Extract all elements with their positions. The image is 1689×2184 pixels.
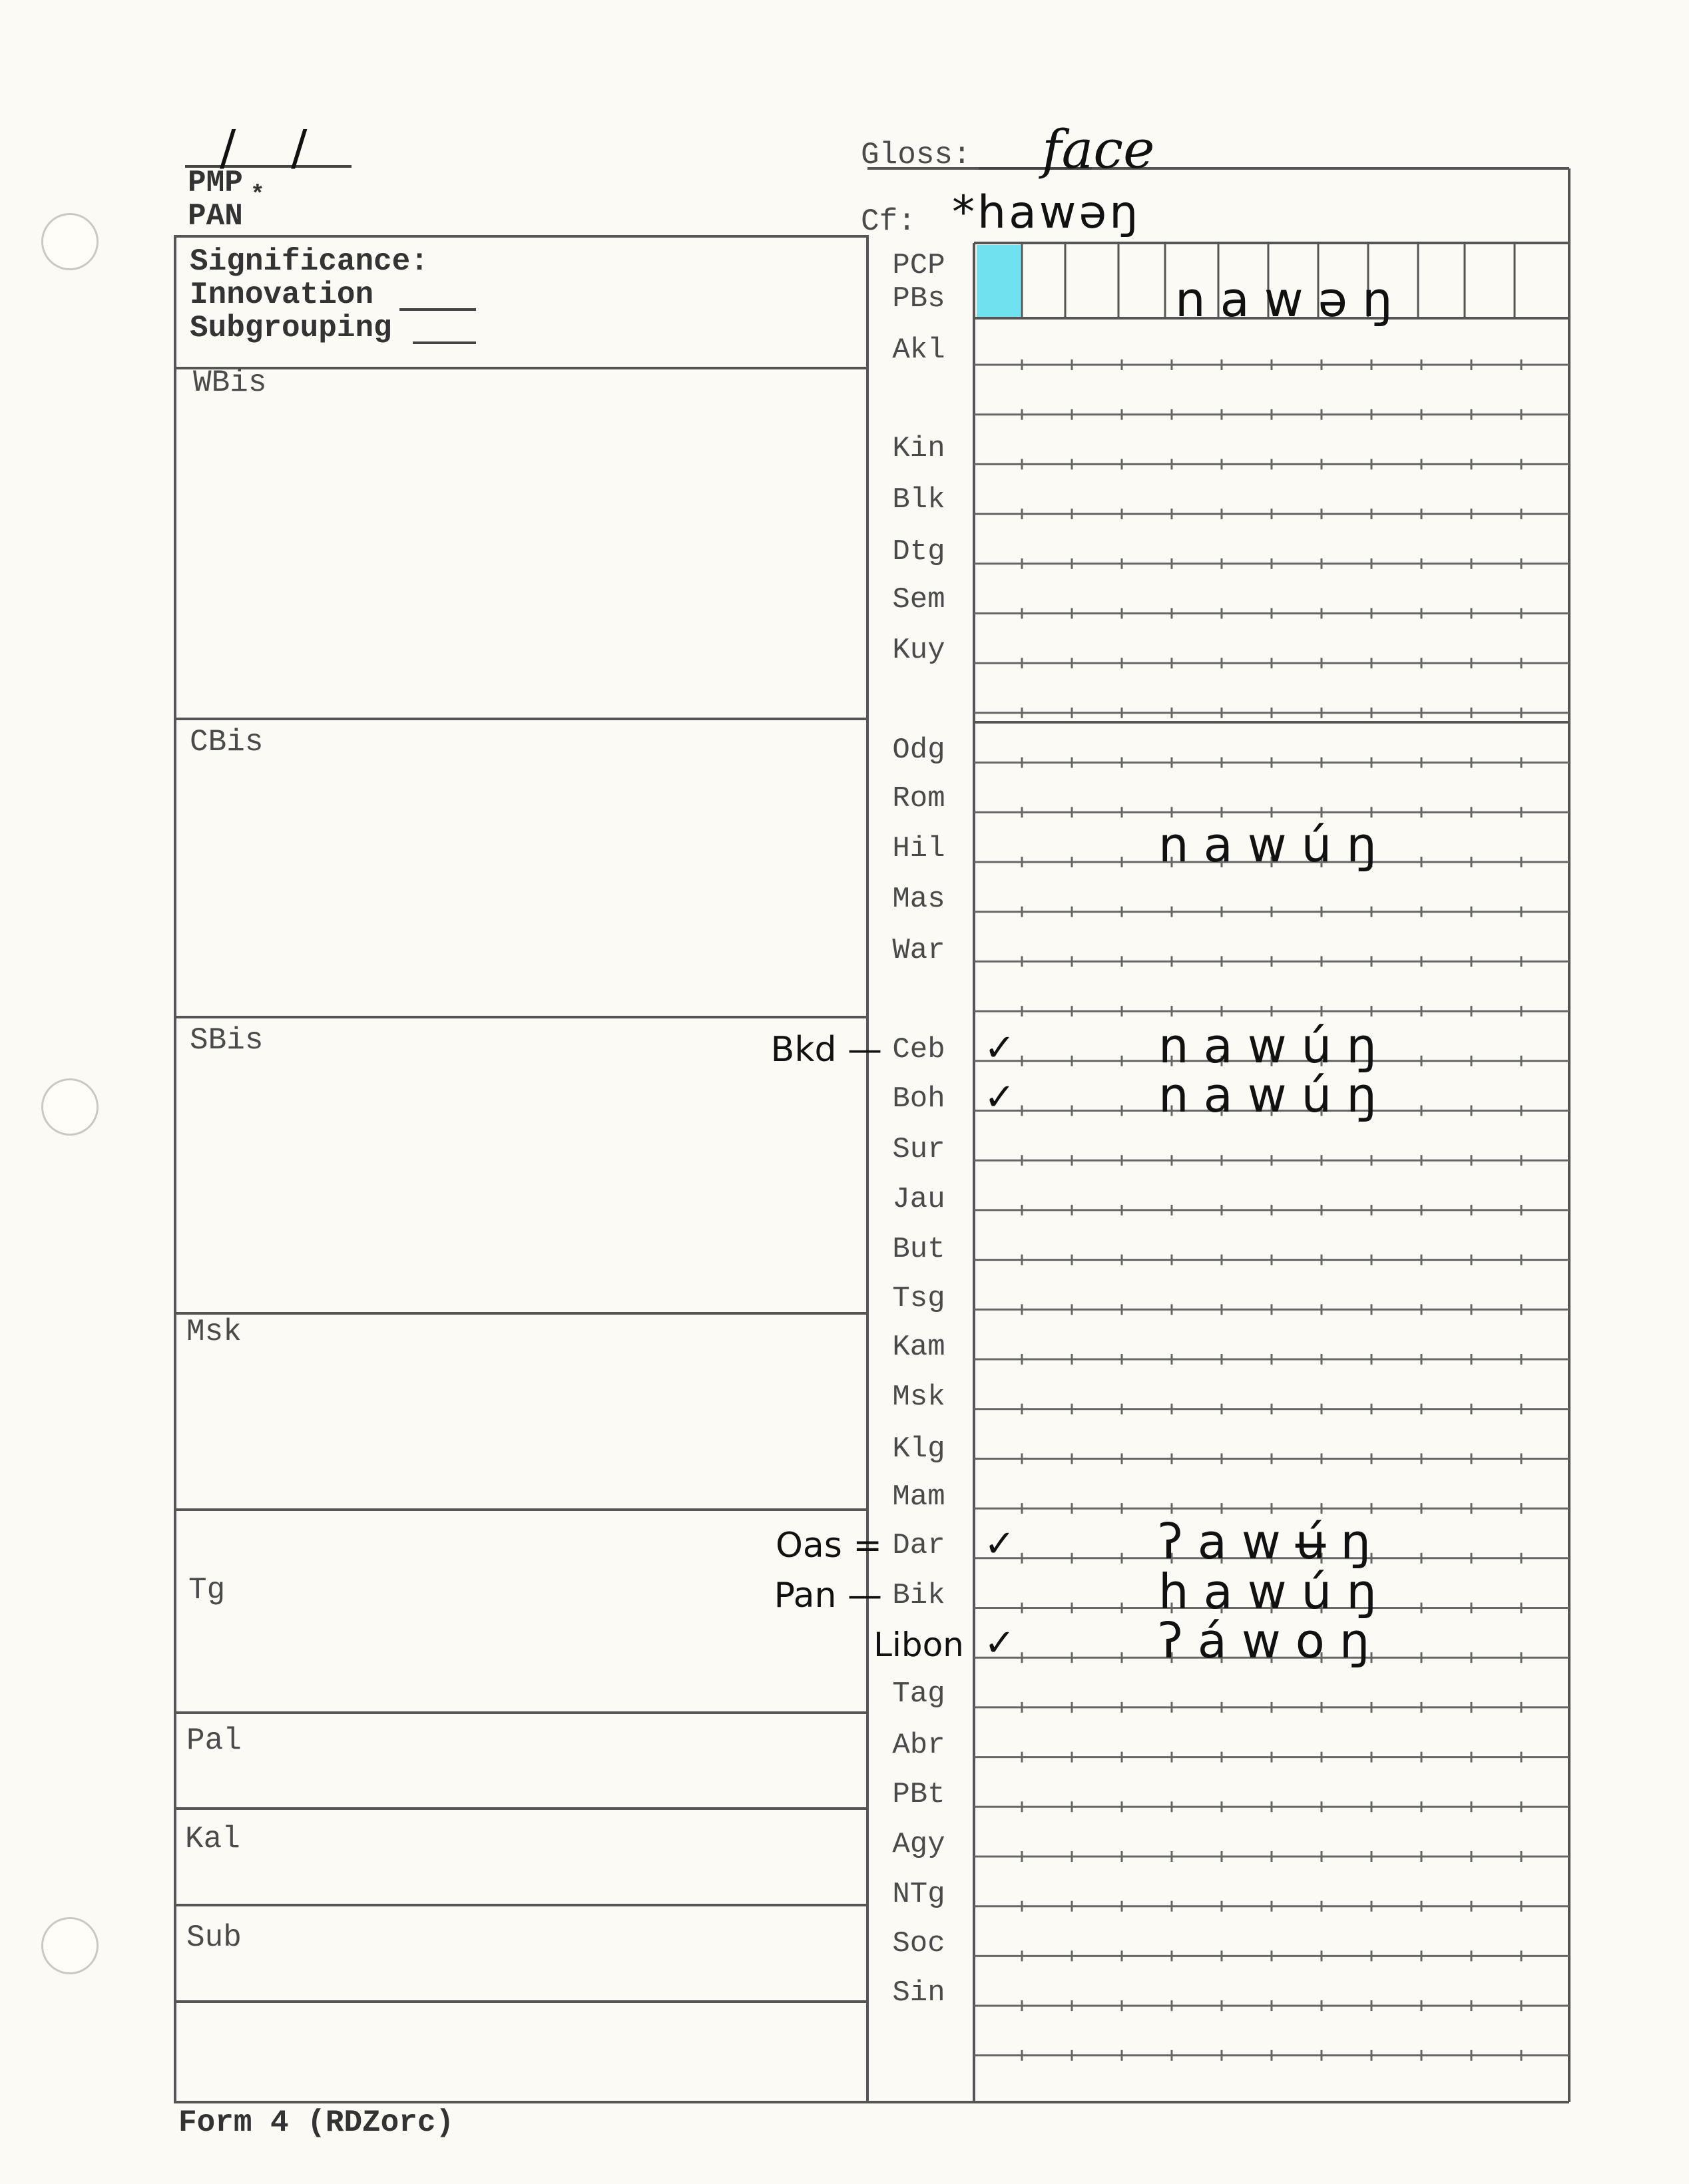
cf-label: Cf: (861, 204, 916, 239)
row-label-tag: Tag (892, 1677, 945, 1711)
pmp-asterisk: * (250, 181, 265, 208)
row-label-kin: Kin (892, 432, 945, 465)
row-label-jau: Jau (892, 1183, 945, 1216)
subgrouping-label: Subgrouping (190, 311, 392, 345)
row-check-boh: ✓ (984, 1076, 1015, 1119)
row-label-kam: Kam (892, 1331, 945, 1364)
row-label-sur: Sur (892, 1133, 945, 1166)
row-label-soc: Soc (892, 1927, 945, 1960)
row-check-dar: ✓ (984, 1522, 1015, 1566)
row-entry-hil: nawúŋ (1158, 817, 1391, 873)
row-check-libon: ✓ (984, 1622, 1015, 1665)
row-entry-libon: ʔáwoŋ (1158, 1613, 1385, 1669)
row-label-hil: Hil (892, 832, 945, 865)
row-entry-dar: ʔawʉ́ŋ (1158, 1514, 1386, 1570)
row-label-boh: Boh (892, 1082, 945, 1116)
group-sub: Sub (186, 1920, 242, 1955)
row-label-pcp: PCP (892, 249, 945, 282)
row-label-war: War (892, 934, 945, 967)
row-label-agy: Agy (892, 1828, 945, 1861)
row-label-bik: Bik (892, 1579, 945, 1612)
row-label-ntg: NTg (892, 1878, 945, 1911)
row-annotation-bik: Pan — (774, 1576, 882, 1616)
row-check-ceb: ✓ (984, 1026, 1015, 1070)
row-label-mas: Mas (892, 883, 945, 916)
cf-value: *hawəŋ (952, 186, 1141, 239)
row-label-ceb: Ceb (892, 1033, 945, 1066)
row-label-sin: Sin (892, 1976, 945, 2010)
row-entry-bik: hawúŋ (1158, 1564, 1391, 1620)
group-tg: Tg (188, 1573, 226, 1608)
row-annotation-dar: Oas = (776, 1526, 882, 1566)
row-label-msk: Msk (892, 1381, 945, 1414)
group-msk: Msk (186, 1315, 242, 1349)
row-label-odg: Odg (892, 734, 945, 767)
row-label-pbt: PBt (892, 1778, 945, 1811)
row-label-kuy: Kuy (892, 634, 945, 667)
innovation-label: Innovation (190, 278, 374, 312)
row-label-but: But (892, 1233, 945, 1266)
row-label-rom: Rom (892, 782, 945, 815)
gloss-value: face (1042, 118, 1155, 180)
pan-label: PAN (188, 199, 243, 234)
row-label-tsg: Tsg (892, 1282, 945, 1315)
pmp-label: PMP (188, 166, 243, 200)
row-label-pbs: PBs (892, 282, 945, 316)
form-label: Form 4 (RDZorc) (178, 2105, 455, 2140)
row-label-akl: Akl (892, 333, 945, 367)
row-label-dar: Dar (892, 1529, 945, 1562)
group-cbis: CBis (190, 725, 264, 760)
row-label-dtg: Dtg (892, 535, 945, 568)
group-sbis: SBis (190, 1023, 264, 1058)
row-label-mam: Mam (892, 1480, 945, 1514)
row-annotation-ceb: Bkd — (770, 1030, 882, 1070)
row-label-klg: Klg (892, 1432, 945, 1466)
row-entry-pbs: nawəŋ (1175, 272, 1407, 328)
header-slash-marks: / / (220, 120, 328, 176)
row-label-sem: Sem (892, 583, 945, 616)
row-entry-ceb: nawúŋ (1158, 1018, 1391, 1074)
group-pal: Pal (186, 1723, 242, 1758)
group-wbis: WBis (193, 365, 267, 400)
group-kal: Kal (185, 1822, 240, 1856)
row-label-blk: Blk (892, 483, 945, 517)
row-label-libon: Libon (873, 1626, 964, 1664)
row-entry-boh: nawúŋ (1158, 1067, 1391, 1123)
gloss-label: Gloss: (861, 138, 971, 172)
highlight-cell (977, 245, 1021, 317)
row-label-abr: Abr (892, 1729, 945, 1762)
significance-title: Significance: (190, 244, 429, 279)
